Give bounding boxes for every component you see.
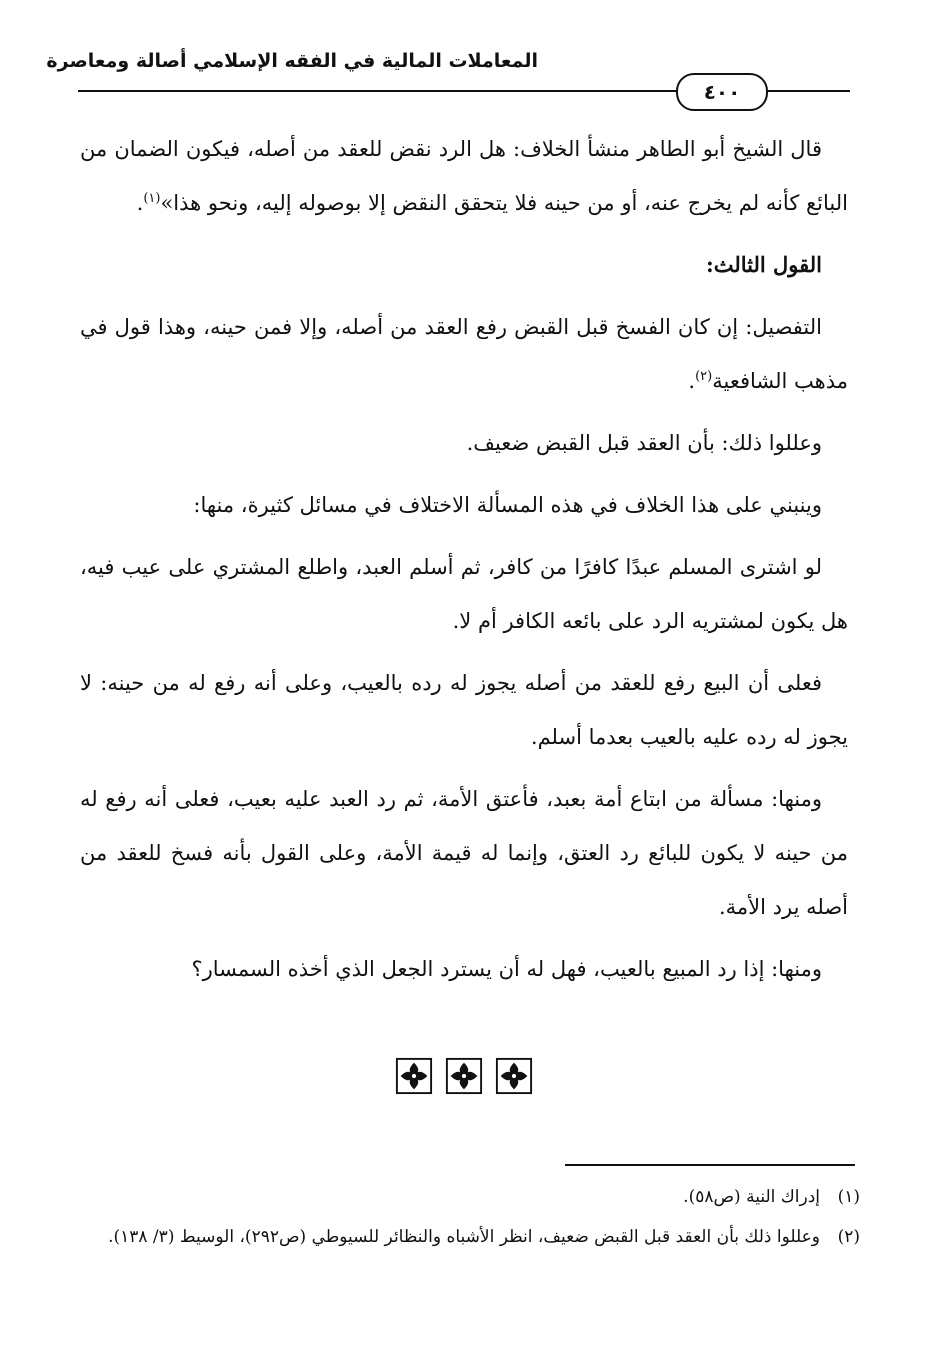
footnote-number: (١): [837, 1187, 860, 1207]
footnote: [80, 1178, 860, 1216]
paragraph: ومنها: إذا رد المبيع بالعيب، فهل له أن يسترد الجعل الذي أخذه السمسار؟: [191, 957, 822, 981]
footnote-ref[interactable]: (١): [143, 191, 161, 206]
paragraph: التفصيل: إن كان الفسخ قبل القبض رفع العقد من أصله، وإلا فمن حينه، وهذا قول في مذهب الشافعية$^{(٢)}$.: [80, 315, 848, 393]
floral-ornament-icon: [495, 1057, 533, 1095]
body-text: [80, 122, 848, 1004]
floral-ornament-icon: [395, 1057, 433, 1095]
paragraph: لو اشترى المسلم عبدًا كافرًا من كافر، ثم أسلم العبد، واطلع المشتري على عيب فيه، هل يكون لمشتريه الرد على بائعه الكافر أم لا.: [80, 555, 848, 633]
section-heading: القول الثالث:: [705, 252, 822, 277]
section-end-ornament: [395, 1055, 533, 1097]
page-number: ٤٠٠: [676, 73, 768, 111]
footnote-separator: [565, 1164, 855, 1166]
footnotes: [80, 1178, 860, 1258]
footnote-text: إدراك النية (ص٥٨).: [683, 1187, 820, 1207]
paragraph: وينبني على هذا الخلاف في هذه المسألة الاختلاف في مسائل كثيرة، منها:: [193, 493, 822, 517]
running-header-title: المعاملات المالية في الفقه الإسلامي أصالة ومعاصرة: [46, 50, 538, 72]
paragraph: قال الشيخ أبو الطاهر منشأ الخلاف: هل الرد نقض للعقد من أصله، فيكون الضمان من البائع كأنه لم يخرج عنه، أو من حينه فلا يتحقق النقض إلا بوصوله إليه، ونحو هذا»$^{(١)}$.: [80, 137, 848, 215]
paragraph: ومنها: مسألة من ابتاع أمة بعبد، فأعتق الأمة، ثم رد العبد عليه بعيب، فعلى أنه رفع له من حينه لا يكون للبائع رد العتق، وإنما له قيمة الأمة، وعلى القول بأنه فسخ للعقد من أصله يرد الأمة.: [80, 787, 848, 919]
footnote-ref[interactable]: (٢): [695, 369, 713, 384]
footnote: [80, 1218, 860, 1256]
footnote-text: وعللوا ذلك بأن العقد قبل القبض ضعيف، انظر الأشباه والنظائر للسيوطي (ص٢٩٢)، الوسيط (٣/ ١٣٨).: [108, 1227, 820, 1247]
footnote-number: (٢): [837, 1227, 860, 1247]
floral-ornament-icon: [445, 1057, 483, 1095]
paragraph: فعلى أن البيع رفع للعقد من أصله يجوز له رده بالعيب، وعلى أنه رفع له من حينه: لا يجوز له رده عليه بالعيب بعدما أسلم.: [80, 671, 848, 749]
paragraph: وعللوا ذلك: بأن العقد قبل القبض ضعيف.: [466, 431, 822, 455]
